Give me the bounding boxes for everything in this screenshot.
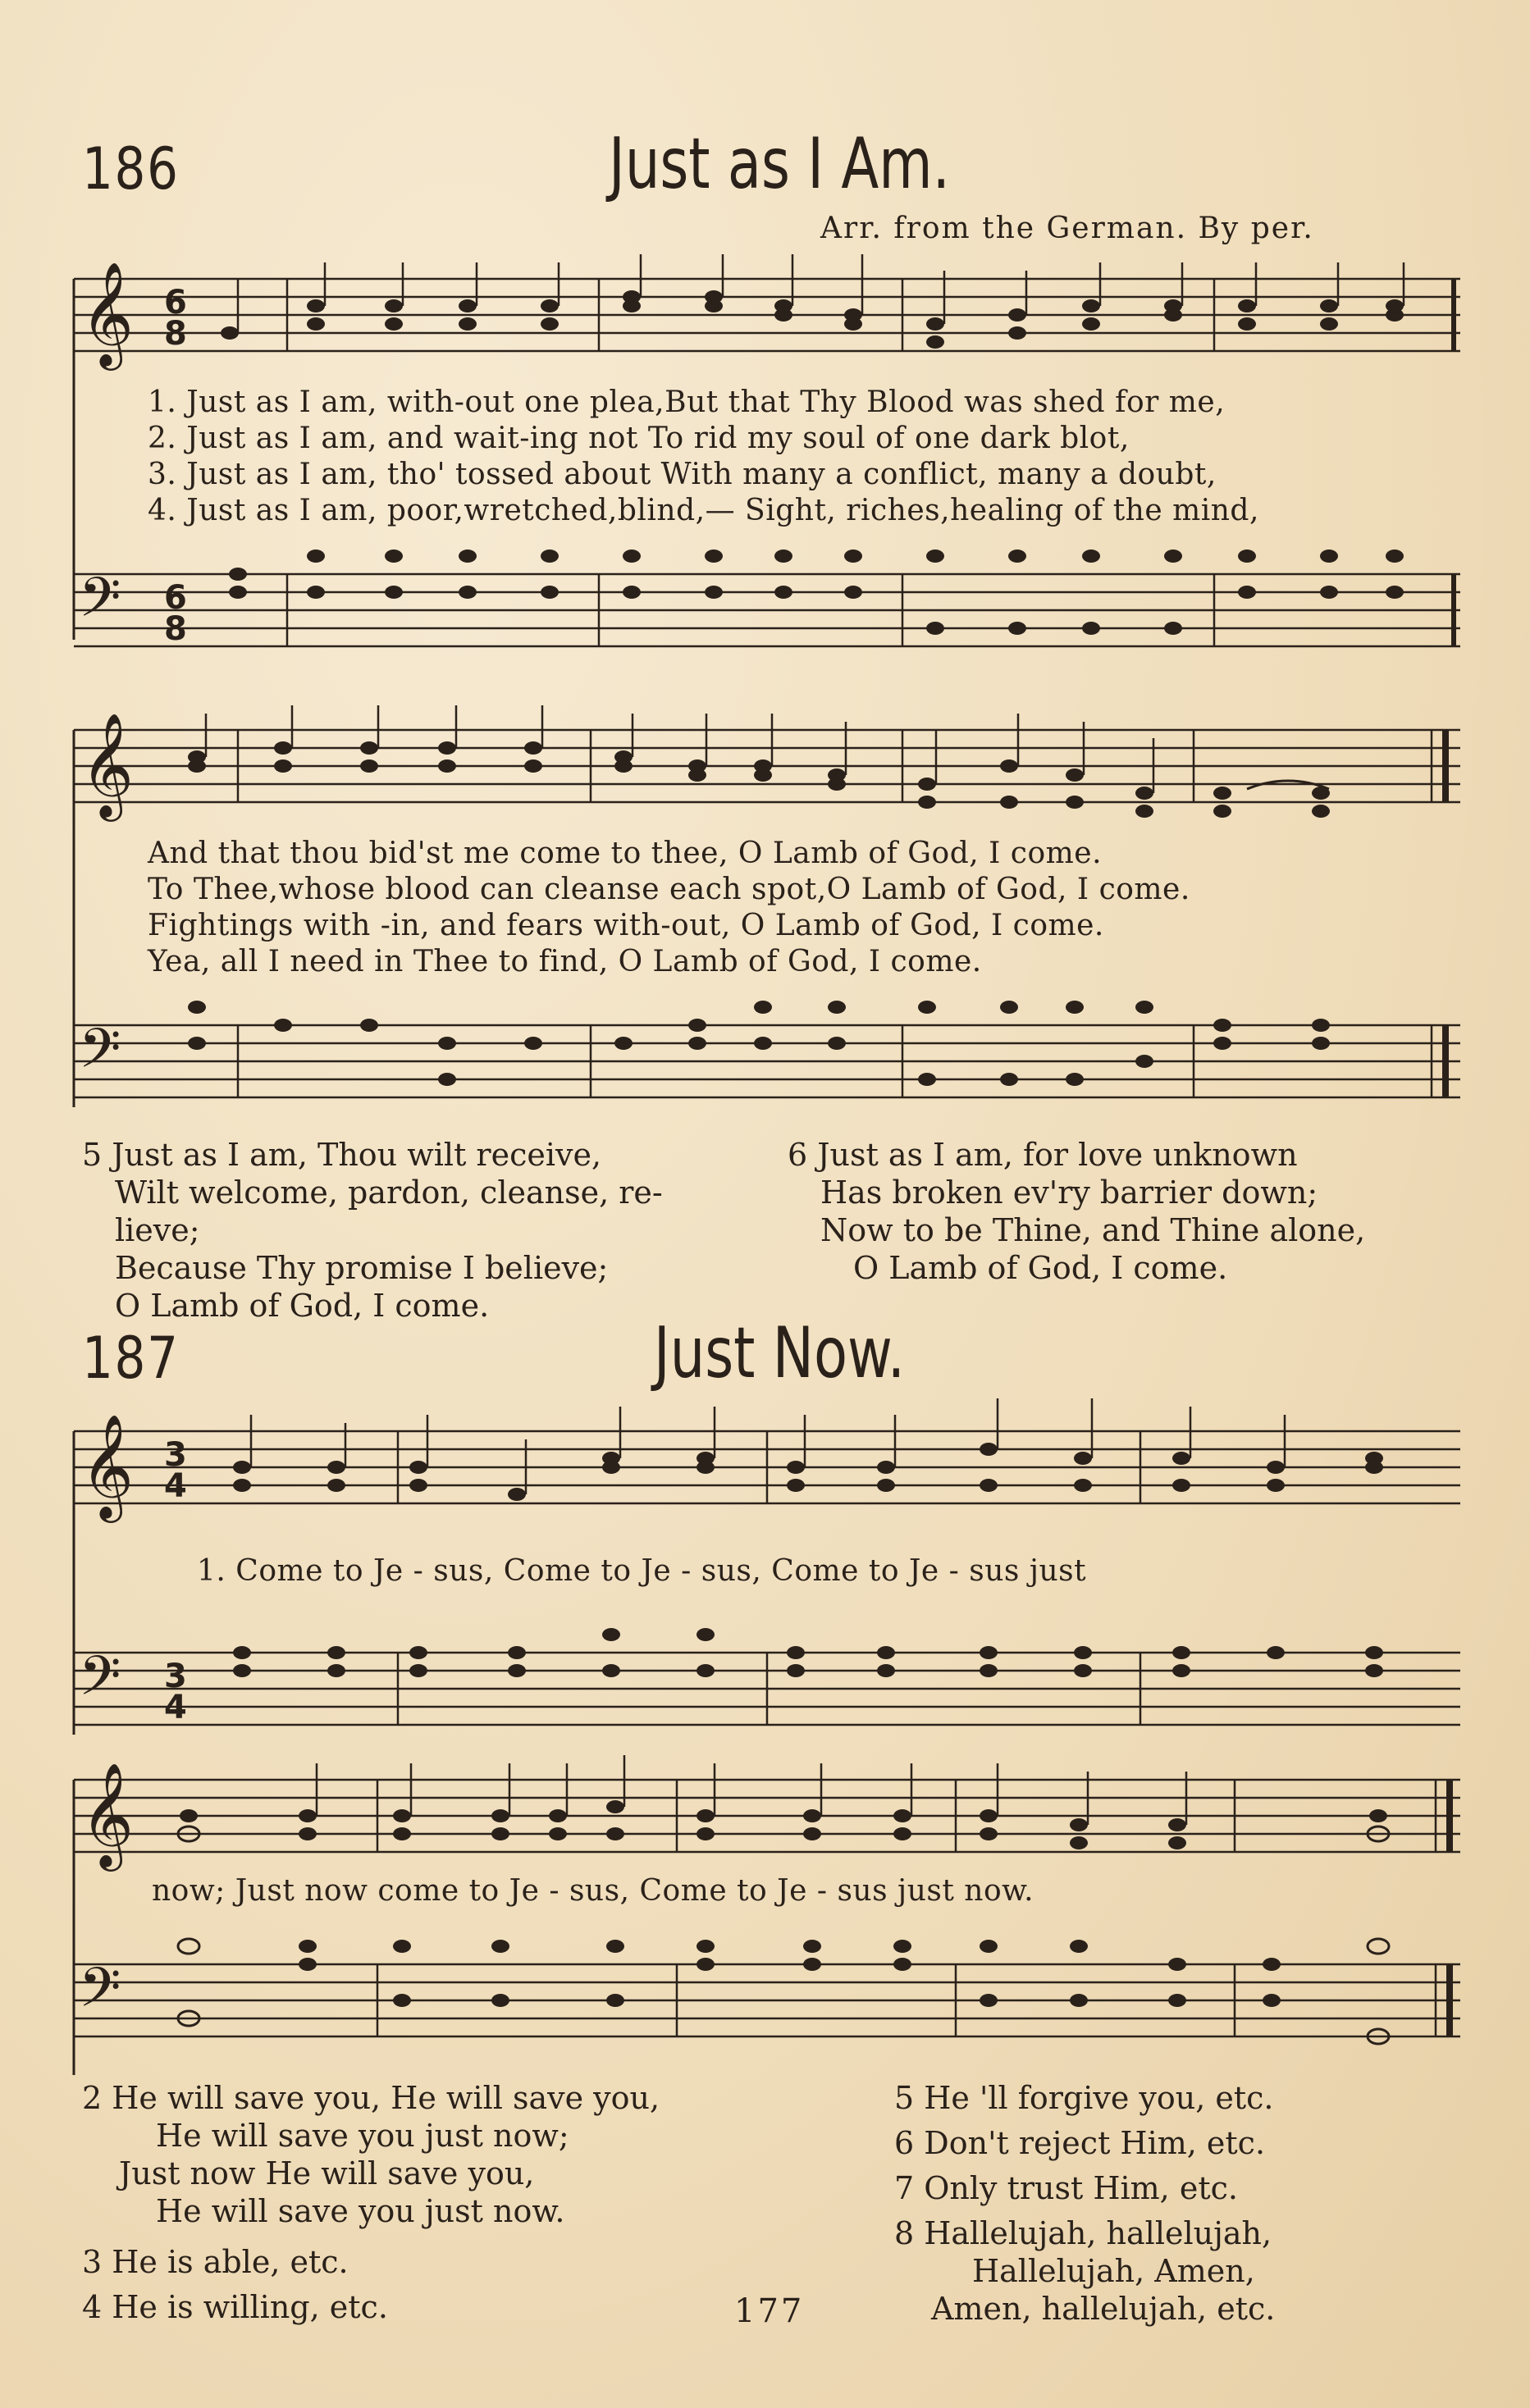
hymn-number: 187 [82, 1325, 180, 1392]
music-staff-treble [74, 1763, 1468, 1878]
stanza-5: 5 He 'll forgive you, etc. [894, 2080, 1274, 2116]
verse-2-line-b: To Thee,whose blood can cleanse each spot,O Lamb of God, I come. [148, 873, 1190, 906]
music-staff-bass [74, 1009, 1468, 1124]
hymn-credit: Arr. from the German. By per. [820, 212, 1314, 245]
verse-1-line-a: 1. Just as I am, with-out one plea,But that Thy Blood was shed for me, [148, 385, 1226, 419]
svg-text:𝄢: 𝄢 [79, 1644, 121, 1721]
verse-1-line-b: And that thou bid'st me come to thee, O Lamb of God, I come. [148, 837, 1103, 870]
svg-text:4: 4 [164, 1689, 187, 1726]
stanza-6: 6 Don't reject Him, etc. [894, 2125, 1266, 2161]
music-staff-bass [74, 558, 1468, 673]
music-staff-treble [74, 1415, 1468, 1530]
stanza-4: 4 He is willing, etc. [82, 2289, 388, 2325]
stanza-2: 2 He will save you, He will save you, He will save you just now; Just now He will save you, He will save you just now. [82, 2080, 660, 2229]
svg-text:𝄞: 𝄞 [80, 1762, 135, 1867]
verse-4-line-b: Yea, all I need in Thee to find, O Lamb of God, I come. [148, 945, 982, 978]
svg-text:8: 8 [164, 315, 187, 353]
verse-2-line-a: 2. Just as I am, and wait-ing not To rid my soul of one dark blot, [148, 422, 1130, 455]
svg-text:6: 6 [164, 579, 187, 617]
hymn-number: 186 [82, 135, 180, 203]
verse-line-2: now; Just now come to Je - sus, Come to Je - sus just now. [152, 1874, 1034, 1908]
verse-4-line-a: 4. Just as I am, poor,wretched,blind,— Sight, riches,healing of the mind, [148, 494, 1259, 527]
stanza-8: 8 Hallelujah, hallelujah, Hallelujah, Amen, Amen, hallelujah, etc. [894, 2215, 1276, 2327]
stanza-7: 7 Only trust Him, etc. [894, 2170, 1238, 2206]
hymn-title: Just as I Am. [609, 123, 950, 205]
stanza-3: 3 He is able, etc. [82, 2244, 349, 2280]
svg-text:𝄢: 𝄢 [79, 566, 121, 642]
svg-text:𝄢: 𝄢 [79, 1017, 121, 1093]
music-staff-bass [74, 1948, 1468, 2063]
stanza-6: 6 Just as I am, for love unknown Has broken ev'ry barrier down; Now to be Thine, and Thine alone, O Lamb of God, I come. [788, 1137, 1366, 1286]
svg-text:3: 3 [164, 1436, 187, 1474]
verse-line-1: 1. Come to Je - sus, Come to Je - sus, Come to Je - sus just [197, 1554, 1087, 1588]
music-staff-treble [74, 714, 1468, 828]
verse-3-line-a: 3. Just as I am, tho' tossed about With many a conflict, many a doubt, [148, 458, 1217, 491]
verse-3-line-b: Fightings with -in, and fears with-out, O Lamb of God, I come. [148, 909, 1104, 942]
svg-text:6: 6 [164, 284, 187, 322]
svg-text:𝄢: 𝄢 [79, 1956, 121, 2032]
svg-text:𝄞: 𝄞 [80, 261, 135, 366]
svg-text:4: 4 [164, 1467, 187, 1505]
music-staff-treble [74, 262, 1468, 377]
page-number: 177 [734, 2292, 805, 2330]
hymn-title: Just Now. [653, 1312, 906, 1394]
svg-text:3: 3 [164, 1658, 187, 1695]
svg-text:8: 8 [164, 610, 187, 648]
stanza-5: 5 Just as I am, Thou wilt receive, Wilt welcome, pardon, cleanse, re- lieve; Because Thy promise I believe; O Lamb of God, I come. [82, 1137, 663, 1324]
svg-text:𝄞: 𝄞 [80, 712, 135, 817]
music-staff-bass [74, 1636, 1468, 1751]
svg-text:𝄞: 𝄞 [80, 1413, 135, 1518]
